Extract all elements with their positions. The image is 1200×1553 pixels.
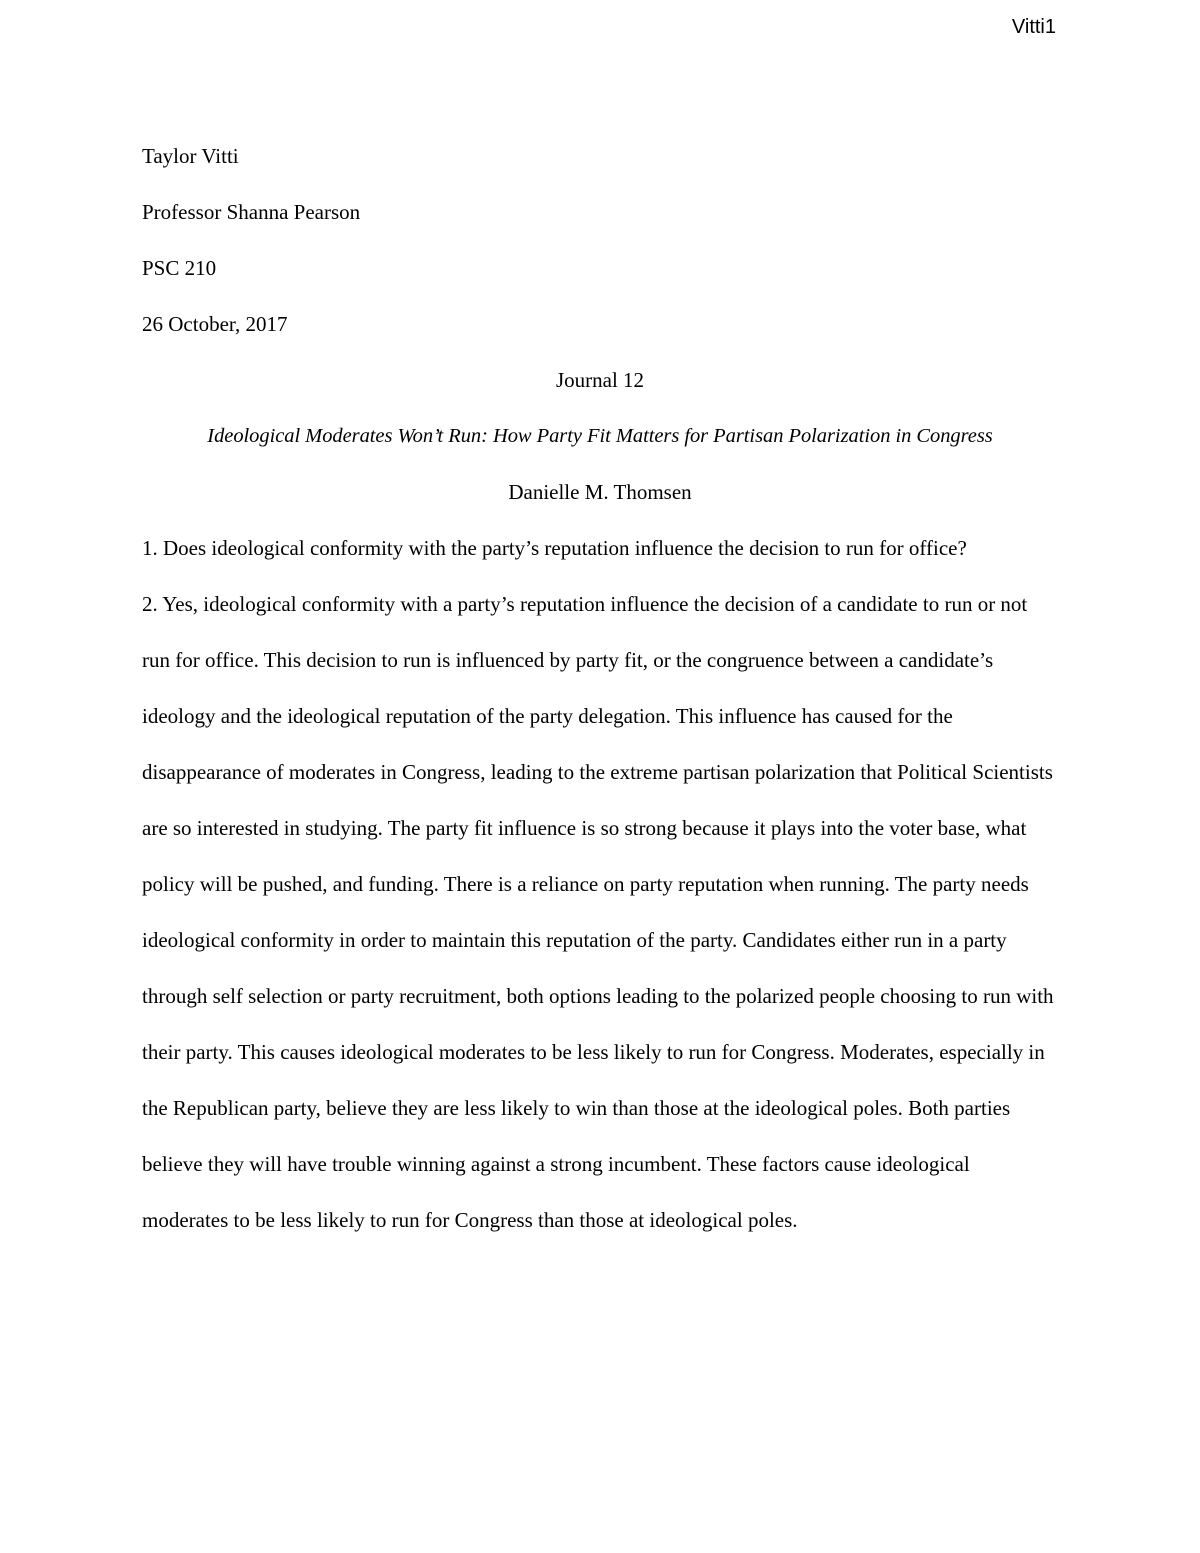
- document-body: [142, 128, 1058, 1248]
- journal-title: Journal 12: [555, 368, 645, 392]
- article-author: Danielle M. Thomsen: [508, 480, 692, 504]
- course-code: PSC 210: [142, 256, 217, 280]
- submission-date: 26 October, 2017: [142, 312, 288, 336]
- article-title: Ideological Moderates Won’t Run: How Party Fit Matters for Partisan Polarization in Congress: [207, 425, 993, 447]
- question-paragraph: 1. Does ideological conformity with the party’s reputation influence the decision to run for office?: [142, 536, 967, 560]
- answer-paragraph: 2. Yes, ideological conformity with a party’s reputation influence the decision of a candidate to run or not run for office. This decision to run is influenced by party fit, or the congruence between a candidate’s ideology and the ideological reputation of the party delegation. This influence has caused for the disappearance of moderates in Congress, leading to the extreme partisan polarization that Political Scientists are so interested in studying. The party fit influence is so strong because it plays into the voter base, what policy will be pushed, and funding. There is a reliance on party reputation when running. The party needs ideological conformity in order to maintain this reputation of the party. Candidates either run in a party through self selection or party recruitment, both options leading to the polarized people choosing to run with their party. This causes ideological moderates to be less likely to run for Congress. Moderates, especially in the Republican party, believe they are less likely to win than those at the ideological poles. Both parties believe they will have trouble winning against a strong incumbent. These factors cause ideological moderates to be less likely to run for Congress than those at ideological poles.: [142, 592, 1054, 1232]
- page-header-running-head: Vitti1: [1011, 16, 1056, 38]
- author-name: Taylor Vitti: [142, 144, 239, 168]
- professor-name: Professor Shanna Pearson: [142, 200, 361, 224]
